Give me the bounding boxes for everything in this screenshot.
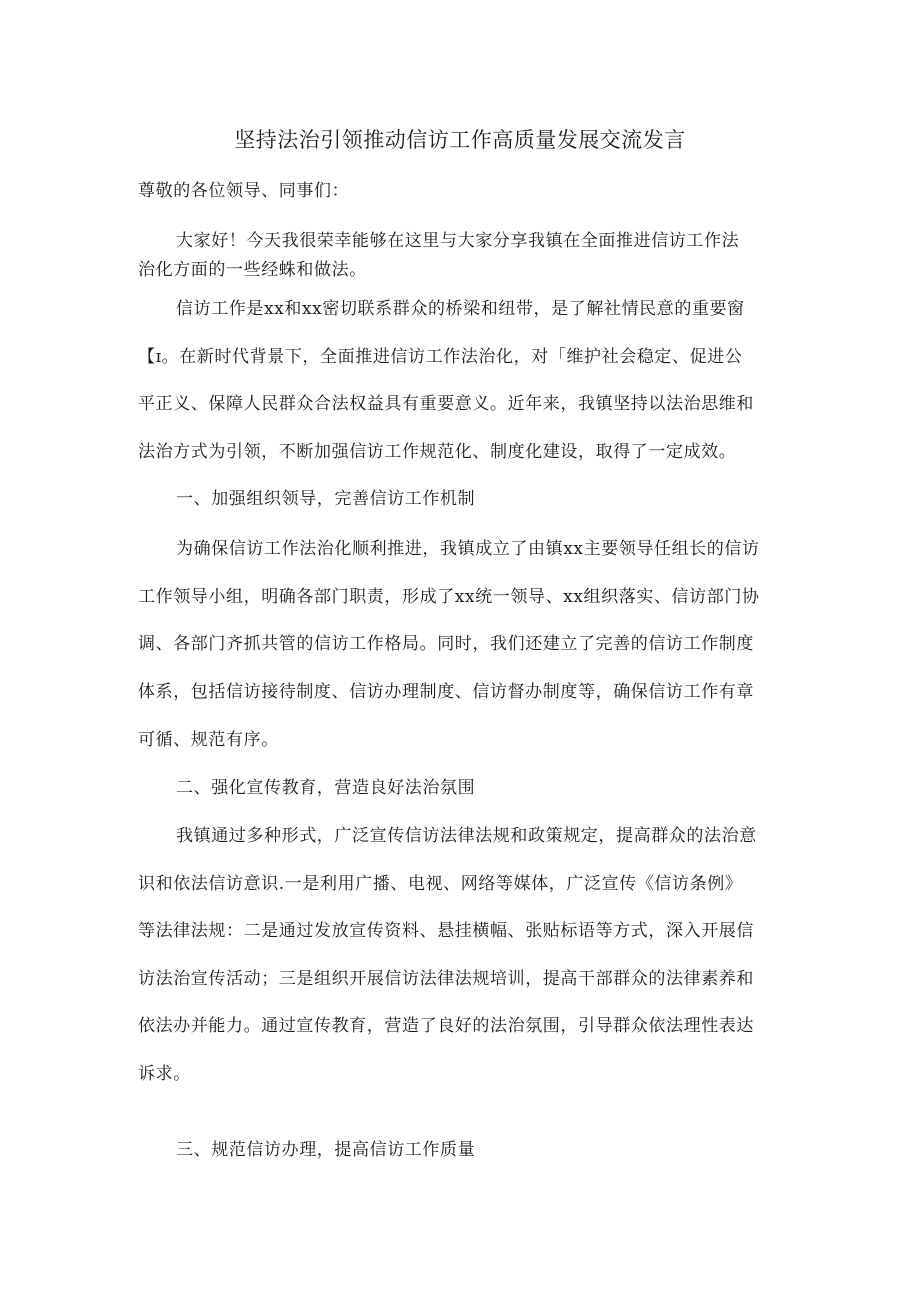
paragraph-2-line-3: 平正义、保障人民群众合法权益具有重要意义。近年来，我镇坚持以法治思维和 (138, 394, 754, 414)
greeting: 尊敬的各位领导、同事们： (138, 181, 350, 201)
section-1-line-5: 可循、规范有序。 (138, 730, 279, 750)
section-2-heading: 二、强化宣传教育，营造良好法治氛围 (176, 778, 476, 798)
section-1-line-1: 为确保信访工作法治化顺利推进，我镇成立了由镇xx主要领导任组长的信访 (176, 539, 760, 559)
section-1-line-4: 体系，包括信访接待制度、信访办理制度、信访督办制度等，确保信访工作有章 (138, 682, 754, 702)
paragraph-1-line-1: 大家好！今天我很荣幸能够在这里与大家分享我镇在全面推进信访工作法 (176, 231, 740, 251)
paragraph-2-line-1: 信访工作是xx和xx密切联系群众的桥梁和纽带，是了解社情民意的重要窗 (176, 299, 745, 319)
section-1-line-3: 调、各部门齐抓共管的信访工作格局。同时，我们还建立了完善的信访工作制度 (138, 634, 754, 654)
section-2-line-5: 依法办并能力。通过宣传教育，营造了良好的法治氛围，引导群众依法理性表达 (138, 1016, 754, 1036)
section-2-line-6: 诉求。 (138, 1064, 191, 1084)
paragraph-1-line-2: 治化方面的一些经蛛和做法。 (138, 260, 367, 280)
section-1-heading: 一、加强组织领导，完善信访工作机制 (176, 489, 476, 509)
section-2-line-4: 访法治宣传活动；三是组织开展信访法律法规培训，提高干部群众的法律素养和 (138, 969, 754, 989)
section-2-line-3: 等法律法规：二是通过发放宣传资料、悬挂横幅、张贴标语等方式，深入开展信 (138, 921, 754, 941)
section-1-line-2: 工作领导小组，明确各部门职责，形成了xx统一领导、xx组织落实、信访部门协 (138, 587, 760, 607)
paragraph-2-line-4: 法治方式为引领，不断加强信访工作规范化、制度化建设，取得了一定成效。 (138, 442, 737, 462)
paragraph-2-line-2: 【ɪ。在新时代背景下，全面推进信访工作法治化，对「维护社会稳定、促进公 (138, 347, 743, 367)
section-2-line-1: 我镇通过多种形式，广泛宣传信访法律法规和政策规定，提高群众的法治意 (176, 826, 757, 846)
section-2-line-2: 识和依法信访意识.一是利用广播、电视、网络等媒体，广泛宣传《信访条例》 (138, 874, 743, 894)
document-title: 坚持法治引领推动信访工作高质量发展交流发言 (234, 128, 686, 152)
section-3-heading: 三、规范信访办理，提高信访工作质量 (176, 1140, 476, 1160)
